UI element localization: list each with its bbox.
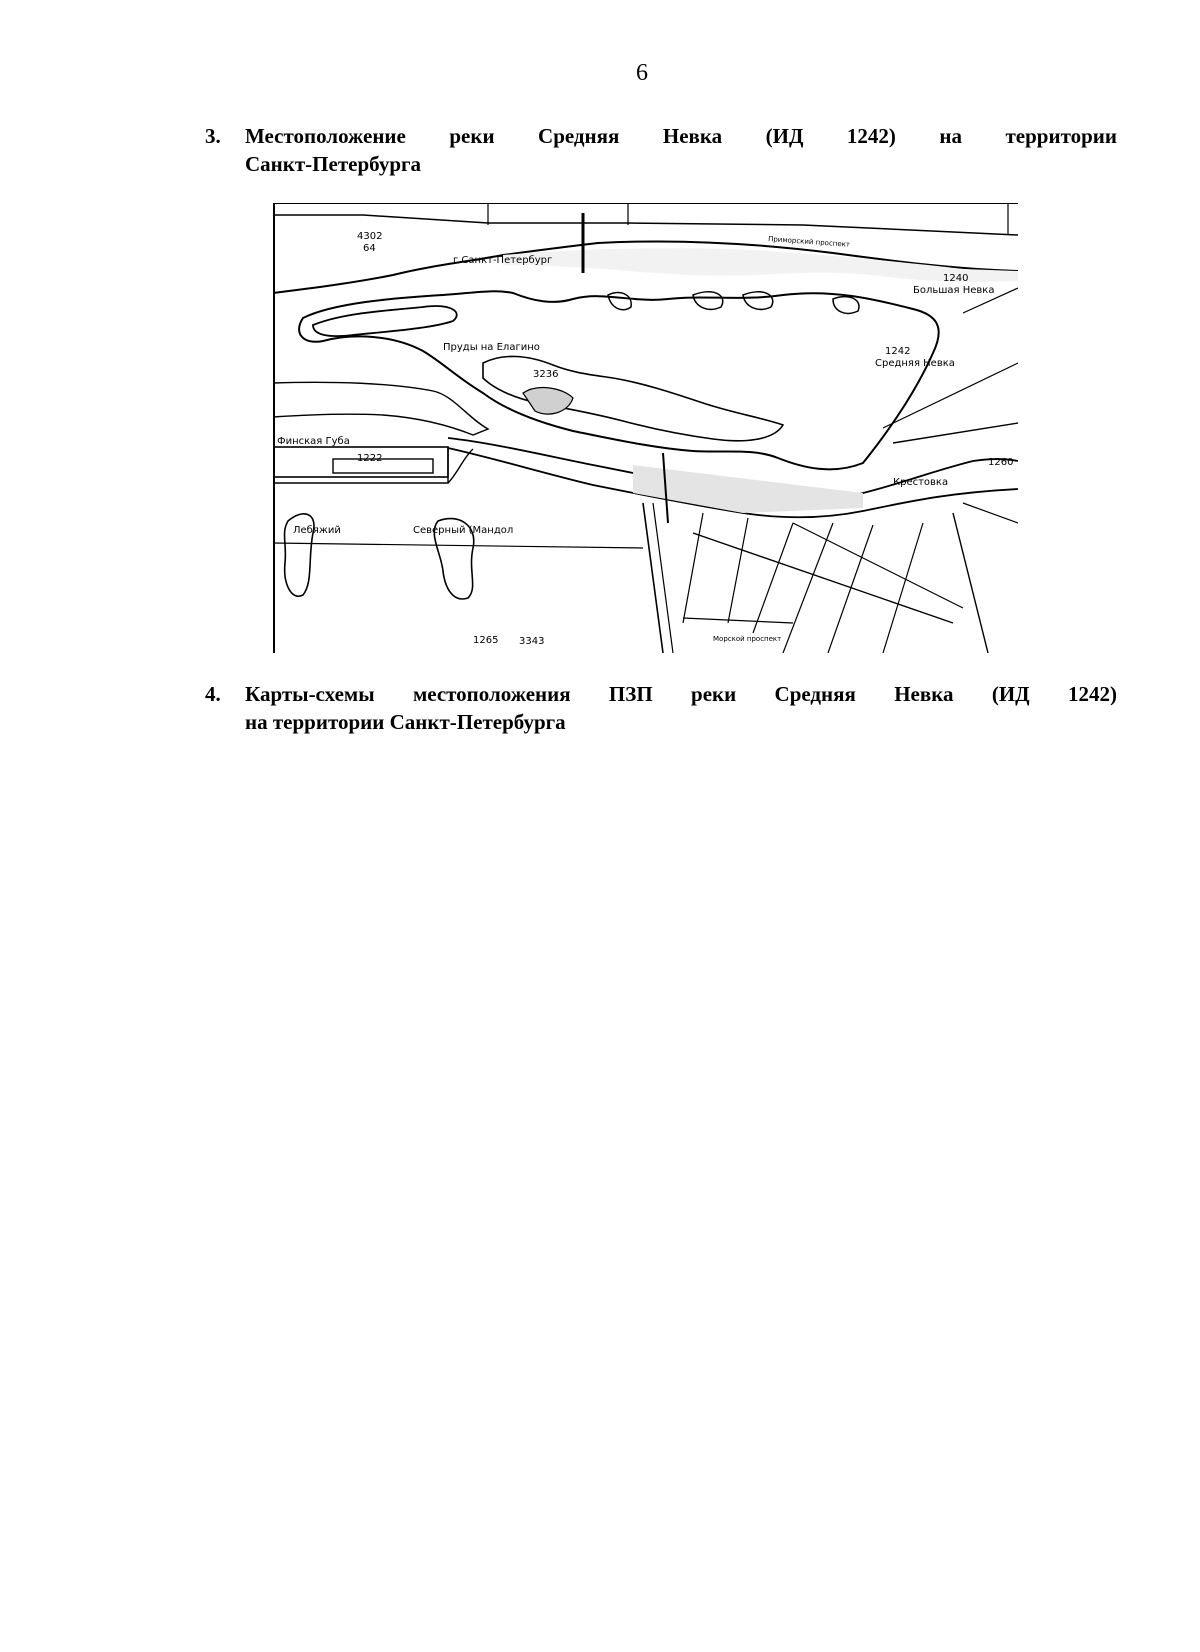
map-label: 1222 — [357, 453, 383, 464]
section-title — [245, 122, 1117, 178]
river-location-map — [273, 203, 1018, 653]
title-word: Средняя — [774, 682, 856, 706]
map-svg — [273, 203, 1018, 653]
map-label: Большая Невка — [913, 285, 995, 296]
title-word: (ИД — [765, 124, 804, 148]
section-title-line-2: Санкт-Петербурга — [245, 152, 422, 176]
section-number: 4. — [205, 682, 221, 706]
title-word: Карты-схемы — [245, 682, 375, 706]
map-label: 64 — [363, 243, 376, 254]
map-label: г.Санкт-Петербург — [453, 255, 553, 266]
section-4-heading — [205, 680, 1117, 736]
map-label: Финская Губа — [277, 436, 350, 447]
title-word: 1242) — [846, 124, 896, 148]
map-label: 3236 — [533, 369, 559, 380]
map-label: Морской проспект — [713, 635, 782, 643]
map-label: 3343 — [519, 636, 545, 647]
title-word: Местоположение — [245, 124, 406, 148]
title-word: реки — [691, 682, 737, 706]
section-title-line-2: на территории Санкт-Петербурга — [245, 710, 566, 734]
page-number: 6 — [636, 60, 648, 86]
title-word: ПЗП — [608, 682, 653, 706]
map-label: Лебяжий — [293, 525, 341, 536]
map-label: 4302 — [357, 231, 383, 242]
map-label: 1265 — [473, 635, 499, 646]
section-title-line-1 — [245, 680, 1117, 708]
section-3-heading — [205, 122, 1117, 178]
title-word: (ИД — [991, 682, 1030, 706]
section-title — [245, 680, 1117, 736]
map-label: Пруды на Елагино — [443, 342, 540, 353]
title-word: Средняя — [538, 124, 620, 148]
section-number: 3. — [205, 124, 221, 148]
map-label: 1242 — [885, 346, 911, 357]
map-label: Крестовка — [893, 477, 949, 488]
map-label: Средняя Невка — [875, 358, 955, 369]
map-label: 1260 — [988, 457, 1014, 468]
title-word: территории — [1005, 124, 1117, 148]
title-word: на — [939, 124, 962, 148]
title-word: Невка — [894, 682, 954, 706]
title-word: Невка — [662, 124, 723, 148]
section-title-line-1 — [245, 122, 1117, 150]
map-label: 1240 — [943, 273, 969, 284]
title-word: реки — [449, 124, 495, 148]
title-word: 1242) — [1067, 682, 1117, 706]
map-label: Приморский проспект — [767, 235, 851, 249]
map-label: Северный (Мандол — [413, 525, 514, 536]
title-word: местоположения — [412, 682, 571, 706]
